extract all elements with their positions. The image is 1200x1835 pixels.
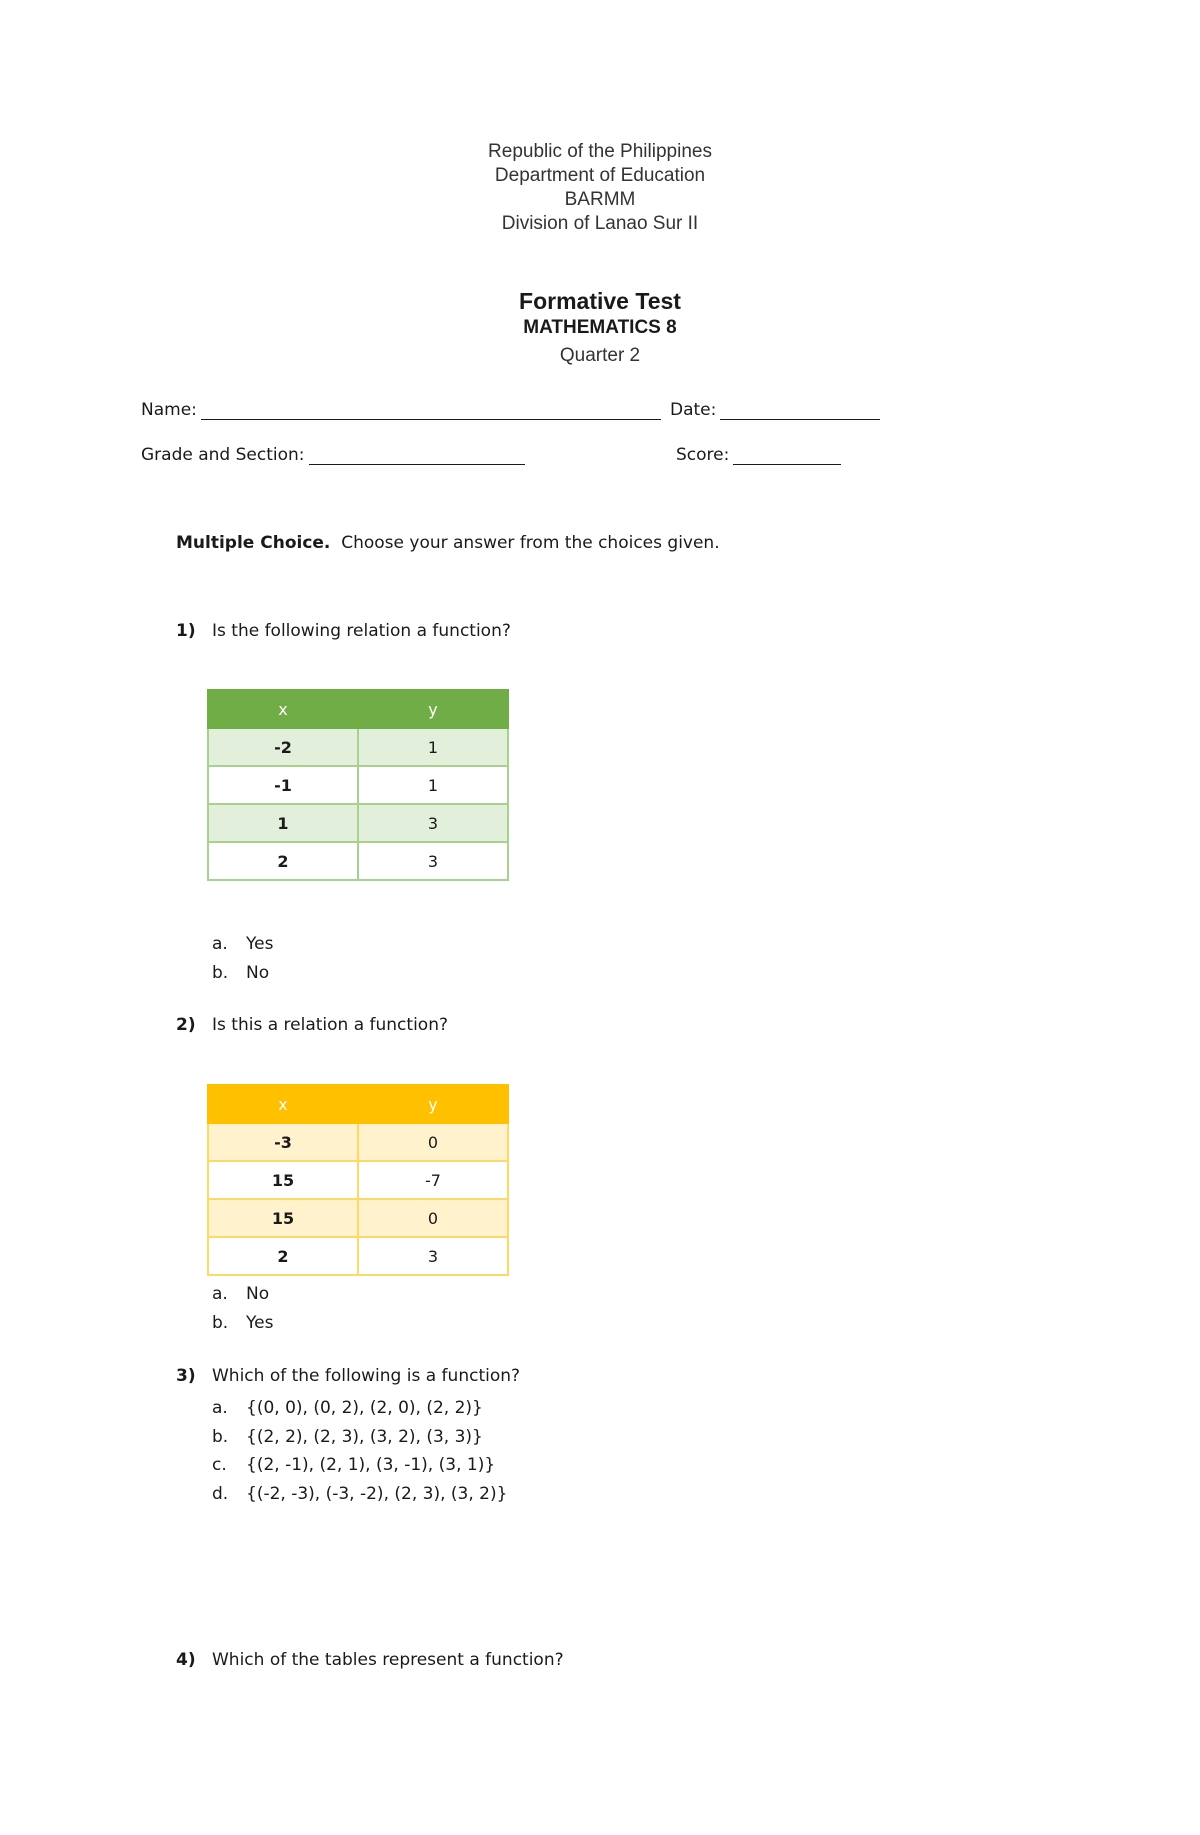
choice-text: No (246, 963, 270, 983)
score-field (676, 445, 841, 465)
choice-item[interactable] (212, 959, 273, 988)
test-title: Formative Test (519, 288, 681, 314)
choice-letter: a. (212, 1284, 228, 1304)
table-cell-y: 3 (358, 804, 508, 842)
choice-item[interactable] (212, 1423, 507, 1452)
table-cell-y: 1 (358, 728, 508, 766)
test-quarter: Quarter 2 (559, 345, 641, 366)
instructions (176, 533, 720, 553)
choice-text: Yes (246, 934, 274, 954)
table-row (208, 728, 508, 766)
choice-letter: a. (212, 1398, 228, 1418)
relation-table-1 (207, 689, 509, 881)
instructions-text: Choose your answer from the choices given. (341, 533, 720, 553)
choice-item[interactable] (212, 1451, 507, 1480)
name-label: Name: (141, 400, 197, 420)
table-cell-x: -2 (208, 728, 358, 766)
question-number: 3) (176, 1366, 196, 1386)
choice-text: {(2, -1), (2, 1), (3, -1), (3, 1)} (246, 1455, 496, 1475)
table-cell-x: 2 (208, 1237, 358, 1275)
table-cell-x: -1 (208, 766, 358, 804)
table-cell-y: 1 (358, 766, 508, 804)
table-header-y: y (358, 690, 508, 728)
document-header (0, 140, 1200, 236)
header-line-division: Division of Lanao Sur II (501, 213, 699, 234)
choice-letter: a. (212, 934, 228, 954)
choice-letter: b. (212, 1313, 229, 1333)
question-text: Which of the following is a function? (212, 1366, 521, 1386)
choice-letter: b. (212, 1426, 229, 1447)
question-number: 1) (176, 621, 196, 641)
table-row (208, 804, 508, 842)
question-text: Is the following relation a function? (212, 621, 511, 641)
question-2 (176, 1015, 448, 1035)
choice-letter: b. (212, 963, 229, 983)
question-3 (176, 1366, 520, 1386)
score-blank[interactable] (733, 446, 841, 465)
table-cell-y: 0 (358, 1199, 508, 1237)
table-cell-y: -7 (358, 1161, 508, 1199)
test-subject: MATHEMATICS 8 (523, 317, 677, 338)
table-header-x: x (208, 690, 358, 728)
choice-text: {(0, 0), (0, 2), (2, 0), (2, 2)} (246, 1398, 483, 1418)
date-label: Date: (670, 400, 717, 420)
table-row (208, 1199, 508, 1237)
relation-table-2 (207, 1084, 509, 1276)
header-line-region: BARMM (564, 189, 636, 210)
table-cell-x: 1 (208, 804, 358, 842)
table-row (208, 1161, 508, 1199)
choice-text: Yes (246, 1313, 274, 1333)
choice-text: {(-2, -3), (-3, -2), (2, 3), (3, 2)} (246, 1483, 508, 1504)
table-cell-y: 0 (358, 1123, 508, 1161)
grade-section-field (141, 445, 525, 465)
table-row (208, 766, 508, 804)
choice-list-2 (212, 1280, 273, 1338)
table-header-x: x (208, 1085, 358, 1123)
table-cell-x: -3 (208, 1123, 358, 1161)
table-header-y: y (358, 1085, 508, 1123)
grade-section-label: Grade and Section: (141, 445, 305, 465)
name-blank[interactable] (201, 401, 661, 420)
question-1 (176, 621, 511, 641)
table-row (208, 842, 508, 880)
choice-letter: d. (212, 1483, 229, 1504)
question-text: Which of the tables represent a function? (212, 1650, 564, 1670)
table-cell-x: 15 (208, 1199, 358, 1237)
choice-item[interactable] (212, 1280, 273, 1309)
question-number: 4) (176, 1650, 196, 1670)
header-line-republic: Republic of the Philippines (488, 141, 712, 162)
date-blank[interactable] (720, 401, 880, 420)
choice-item[interactable] (212, 930, 273, 959)
name-field (141, 400, 661, 420)
score-label: Score: (676, 445, 730, 465)
choice-letter: c. (212, 1455, 227, 1475)
question-text: Is this a relation a function? (212, 1015, 448, 1035)
instructions-heading: Multiple Choice. (176, 533, 331, 553)
question-number: 2) (176, 1015, 196, 1035)
date-field (670, 400, 880, 420)
question-4 (176, 1650, 564, 1670)
choice-item[interactable] (212, 1394, 507, 1423)
choice-list-3 (212, 1394, 507, 1508)
table-cell-x: 15 (208, 1161, 358, 1199)
table-cell-y: 3 (358, 842, 508, 880)
choice-text: {(2, 2), (2, 3), (3, 2), (3, 3)} (246, 1426, 483, 1447)
header-line-department: Department of Education (494, 165, 706, 186)
choice-list-1 (212, 930, 273, 988)
choice-text: No (246, 1284, 270, 1304)
choice-item[interactable] (212, 1480, 507, 1509)
table-row (208, 1123, 508, 1161)
grade-section-blank[interactable] (309, 446, 525, 465)
table-cell-y: 3 (358, 1237, 508, 1275)
choice-item[interactable] (212, 1309, 273, 1338)
table-row (208, 1237, 508, 1275)
table-cell-x: 2 (208, 842, 358, 880)
